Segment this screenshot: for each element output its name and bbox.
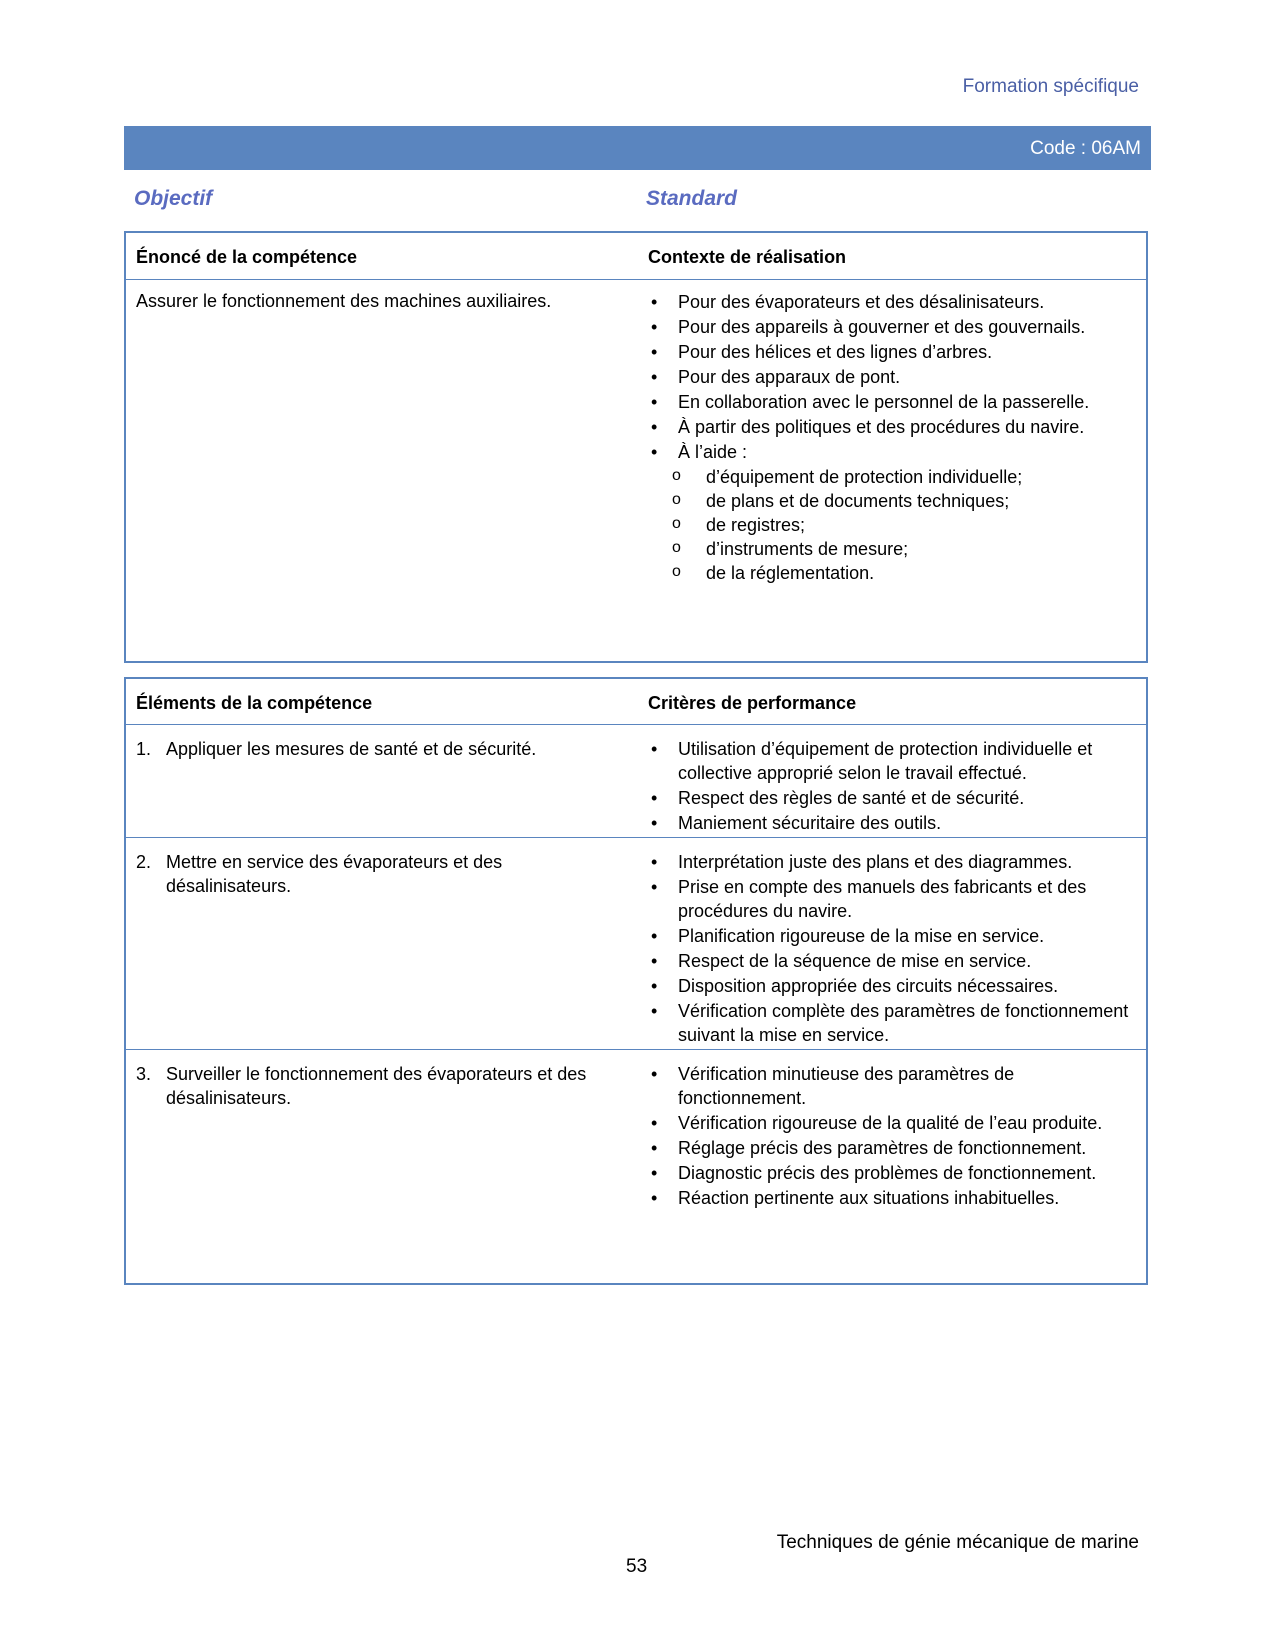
context-header: Contexte de réalisation xyxy=(648,247,847,267)
list-item: • À partir des politiques et des procédures du navire. xyxy=(648,415,1138,439)
footer-program: Techniques de génie mécanique de marine xyxy=(776,1532,1139,1553)
criteria-header: Critères de performance xyxy=(648,693,857,713)
element-3 xyxy=(136,1062,616,1110)
standard-label: Standard xyxy=(646,187,738,210)
page-number: 53 xyxy=(626,1556,648,1577)
list-item: • Vérification minutieuse des paramètres de fonctionnement. xyxy=(648,1062,1138,1110)
element-text: Appliquer les mesures de santé et de sécurité. xyxy=(166,739,537,759)
table-row xyxy=(126,1050,1146,1282)
table-row xyxy=(126,838,1146,1050)
list-item: • Vérification rigoureuse de la qualité de l’eau produite. xyxy=(648,1111,1138,1135)
criteria-list xyxy=(648,1062,1138,1210)
statement-header: Énoncé de la compétence xyxy=(136,247,358,267)
elements-header: Éléments de la compétence xyxy=(136,693,373,713)
competency-statement-table xyxy=(124,231,1148,663)
element-number: 2. xyxy=(136,852,152,872)
list-item: • Pour des appareils à gouverner et des gouvernails. xyxy=(648,315,1138,339)
list-item: • Prise en compte des manuels des fabricants et des procédures du navire. xyxy=(648,875,1138,923)
competency-statement: Assurer le fonctionnement des machines auxiliaires. xyxy=(136,291,552,311)
criteria-cell xyxy=(648,1062,1138,1211)
list-item: o de plans et de documents techniques; xyxy=(648,489,1138,513)
context-cell xyxy=(648,290,1138,585)
element-1 xyxy=(136,737,616,761)
list-item: • Respect des règles de santé et de sécurité. xyxy=(648,786,1138,810)
criteria-list xyxy=(648,737,1138,835)
aids-list xyxy=(648,465,1138,585)
list-item: • Réaction pertinente aux situations inhabituelles. xyxy=(648,1186,1138,1210)
code-bar xyxy=(124,126,1151,170)
list-item: • Vérification complète des paramètres de fonctionnement suivant la mise en service. xyxy=(648,999,1138,1047)
competency-elements-table xyxy=(124,677,1148,1285)
element-number: 1. xyxy=(136,739,152,759)
element-2 xyxy=(136,850,616,898)
list-item: • Pour des évaporateurs et des désalinisateurs. xyxy=(648,290,1138,314)
list-item: • Pour des apparaux de pont. xyxy=(648,365,1138,389)
competency-code: Code : 06AM xyxy=(1030,138,1141,159)
table-row xyxy=(126,280,1146,660)
list-item: • Pour des hélices et des lignes d’arbres. xyxy=(648,340,1138,364)
objectif-label: Objectif xyxy=(134,187,213,210)
list-item: o de registres; xyxy=(648,513,1138,537)
header-title: Formation spécifique xyxy=(962,76,1139,97)
list-item: • Utilisation d’équipement de protection individuelle et collective approprié selon le travail effectué. xyxy=(648,737,1138,785)
list-item: • Planification rigoureuse de la mise en service. xyxy=(648,924,1138,948)
criteria-cell xyxy=(648,850,1138,1048)
list-item: o d’équipement de protection individuelle; xyxy=(648,465,1138,489)
list-item: • En collaboration avec le personnel de la passerelle. xyxy=(648,390,1138,414)
context-list xyxy=(648,290,1138,464)
list-item: • Diagnostic précis des problèmes de fonctionnement. xyxy=(648,1161,1138,1185)
list-item: • Interprétation juste des plans et des diagrammes. xyxy=(648,850,1138,874)
table-header xyxy=(126,233,1146,280)
list-item: • Disposition appropriée des circuits nécessaires. xyxy=(648,974,1138,998)
element-text: Surveiller le fonctionnement des évaporateurs et des désalinisateurs. xyxy=(166,1064,587,1108)
list-item: • Maniement sécuritaire des outils. xyxy=(648,811,1138,835)
table-row xyxy=(126,725,1146,838)
criteria-list xyxy=(648,850,1138,1047)
list-item: o d’instruments de mesure; xyxy=(648,537,1138,561)
objective-standard-labels xyxy=(134,187,1144,215)
list-item: • Respect de la séquence de mise en service. xyxy=(648,949,1138,973)
list-item: • Réglage précis des paramètres de fonctionnement. xyxy=(648,1136,1138,1160)
criteria-cell xyxy=(648,737,1138,836)
list-item: • À l’aide : xyxy=(648,440,1138,464)
element-text: Mettre en service des évaporateurs et des désalinisateurs. xyxy=(166,852,503,896)
table-header xyxy=(126,679,1146,725)
element-number: 3. xyxy=(136,1064,152,1084)
list-item: o de la réglementation. xyxy=(648,561,1138,585)
